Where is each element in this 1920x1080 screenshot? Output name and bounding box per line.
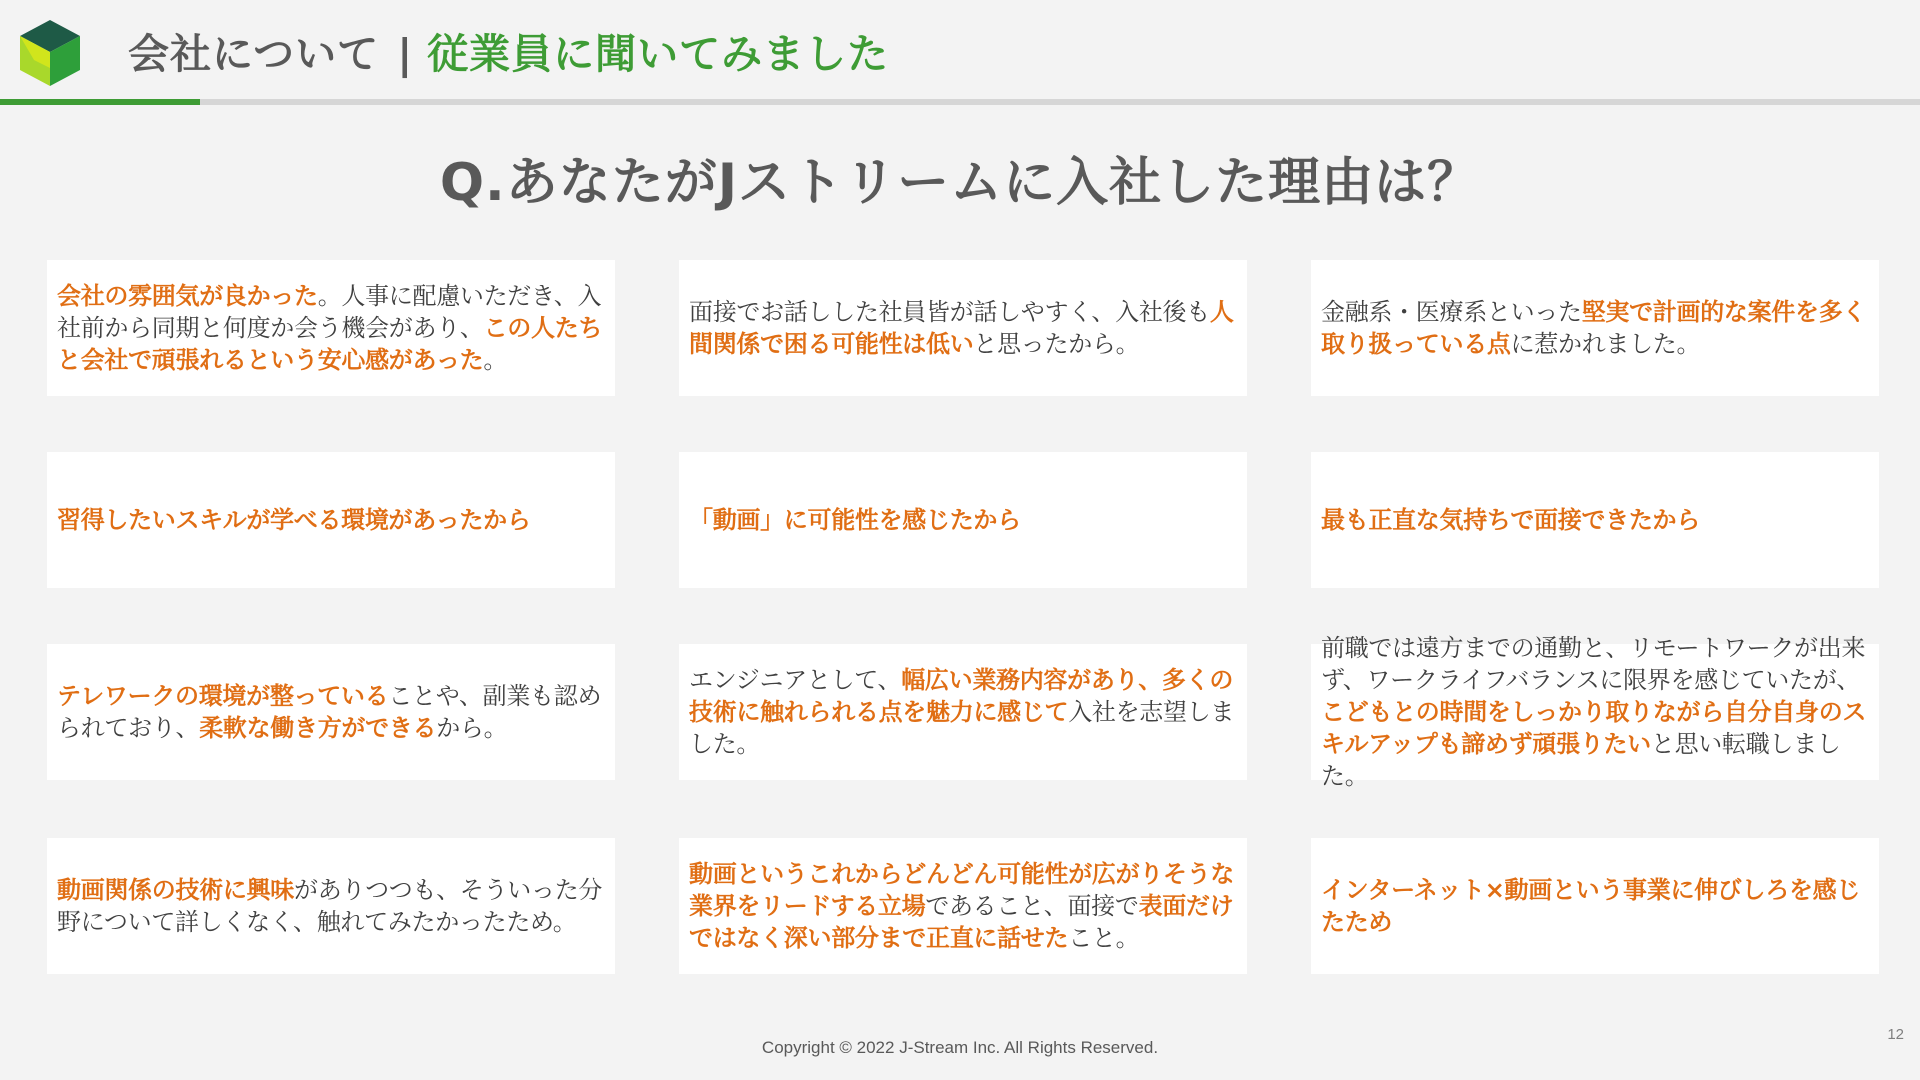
highlight-text: インターネット×動画という事業に伸びしろを感じたため bbox=[1321, 876, 1861, 936]
answer-card bbox=[679, 260, 1247, 396]
body-text: ことや、副業も認められており、 bbox=[57, 682, 602, 742]
highlight-text: 動画というこれからどんどん可能性が広がりそうな業界をリードする立場 bbox=[689, 860, 1235, 920]
body-text: から。 bbox=[436, 714, 508, 742]
answer-text bbox=[689, 664, 1237, 760]
answer-text bbox=[1321, 632, 1869, 792]
answer-text bbox=[57, 504, 531, 536]
body-text: 前職では遠方までの通勤と、リモートワークが出来ず、ワークライフバランスに限界を感じていたが、 bbox=[1321, 634, 1866, 694]
slide-header bbox=[0, 0, 1920, 106]
answer-text bbox=[689, 504, 1021, 536]
body-text: がありつつも、そういった分野について詳しくなく、触れてみたかったため。 bbox=[57, 876, 603, 936]
header-divider bbox=[0, 99, 1920, 105]
body-text: こと。 bbox=[1068, 924, 1140, 952]
question-heading: Q.あなたがJストリームに入社した理由は？ bbox=[439, 153, 1481, 213]
answer-card bbox=[47, 260, 615, 396]
highlight-text: 表面だけではなく深い部分まで正直に話せた bbox=[689, 892, 1234, 952]
company-logo-icon bbox=[14, 18, 86, 88]
answer-card bbox=[47, 838, 615, 974]
header-title-separator: | bbox=[397, 30, 414, 78]
answer-card bbox=[679, 452, 1247, 588]
answer-card bbox=[1311, 838, 1879, 974]
answer-card bbox=[679, 838, 1247, 974]
body-text: と思ったから。 bbox=[973, 330, 1140, 358]
body-text: 面接でお話しした社員皆が話しやすく、入社後も bbox=[689, 298, 1210, 326]
body-text: 金融系・医療系といった bbox=[1321, 298, 1582, 326]
answer-text bbox=[1321, 504, 1700, 536]
answer-card bbox=[1311, 634, 1879, 790]
highlight-text: 動画関係の技術に興味 bbox=[57, 876, 294, 904]
header-divider-accent bbox=[0, 99, 200, 105]
header-title-sub: 従業員に聞いてみました bbox=[427, 30, 890, 78]
header-title bbox=[128, 22, 889, 86]
answer-card bbox=[1311, 452, 1879, 588]
body-text: 。人事に配慮いただき、入社前から同期と何度か会う機会があり、 bbox=[57, 282, 602, 342]
body-text: 入社を志望しました。 bbox=[689, 698, 1235, 758]
highlight-text: 柔軟な働き方ができる bbox=[199, 714, 437, 742]
highlight-text: 会社の雰囲気が良かった bbox=[57, 282, 318, 310]
highlight-text: この人たちと会社で頑張れるという安心感があった bbox=[57, 314, 603, 374]
body-text: エンジニアとして、 bbox=[689, 666, 902, 694]
highlight-text: 人間関係で困る可能性は低い bbox=[689, 298, 1234, 358]
body-text: 。 bbox=[483, 346, 508, 374]
highlight-text: 堅実で計画的な案件を多く取り扱っている点 bbox=[1321, 298, 1867, 358]
page-number: 12 bbox=[1887, 1026, 1904, 1043]
answer-text bbox=[689, 858, 1237, 954]
answer-text bbox=[57, 280, 605, 376]
highlight-text: こどもとの時間をしっかり取りながら自分自身のスキルアップも諦めず頑張りたい bbox=[1321, 698, 1867, 758]
answer-text bbox=[689, 296, 1237, 360]
answer-text bbox=[57, 874, 605, 938]
highlight-text: 最も正直な気持ちで面接できたから bbox=[1321, 506, 1700, 534]
answer-text bbox=[57, 680, 605, 744]
body-text: であること、面接で bbox=[925, 892, 1139, 920]
highlight-text: 「動画」に可能性を感じたから bbox=[689, 506, 1021, 534]
body-text: と思い転職しました。 bbox=[1321, 730, 1841, 790]
highlight-text: テレワークの環境が整っている bbox=[57, 682, 389, 710]
answer-text bbox=[1321, 296, 1869, 360]
answer-card bbox=[1311, 260, 1879, 396]
body-text: に惹かれました。 bbox=[1510, 330, 1701, 358]
copyright-notice: Copyright © 2022 J-Stream Inc. All Rights Reserved. bbox=[761, 1038, 1159, 1057]
answer-text bbox=[1321, 874, 1869, 938]
answer-card bbox=[679, 644, 1247, 780]
answer-card bbox=[47, 644, 615, 780]
highlight-text: 習得したいスキルが学べる環境があったから bbox=[57, 506, 531, 534]
answer-card bbox=[47, 452, 615, 588]
highlight-text: 幅広い業務内容があり、多くの技術に触れられる点を魅力に感じて bbox=[689, 666, 1234, 726]
header-title-main: 会社について bbox=[128, 30, 380, 78]
